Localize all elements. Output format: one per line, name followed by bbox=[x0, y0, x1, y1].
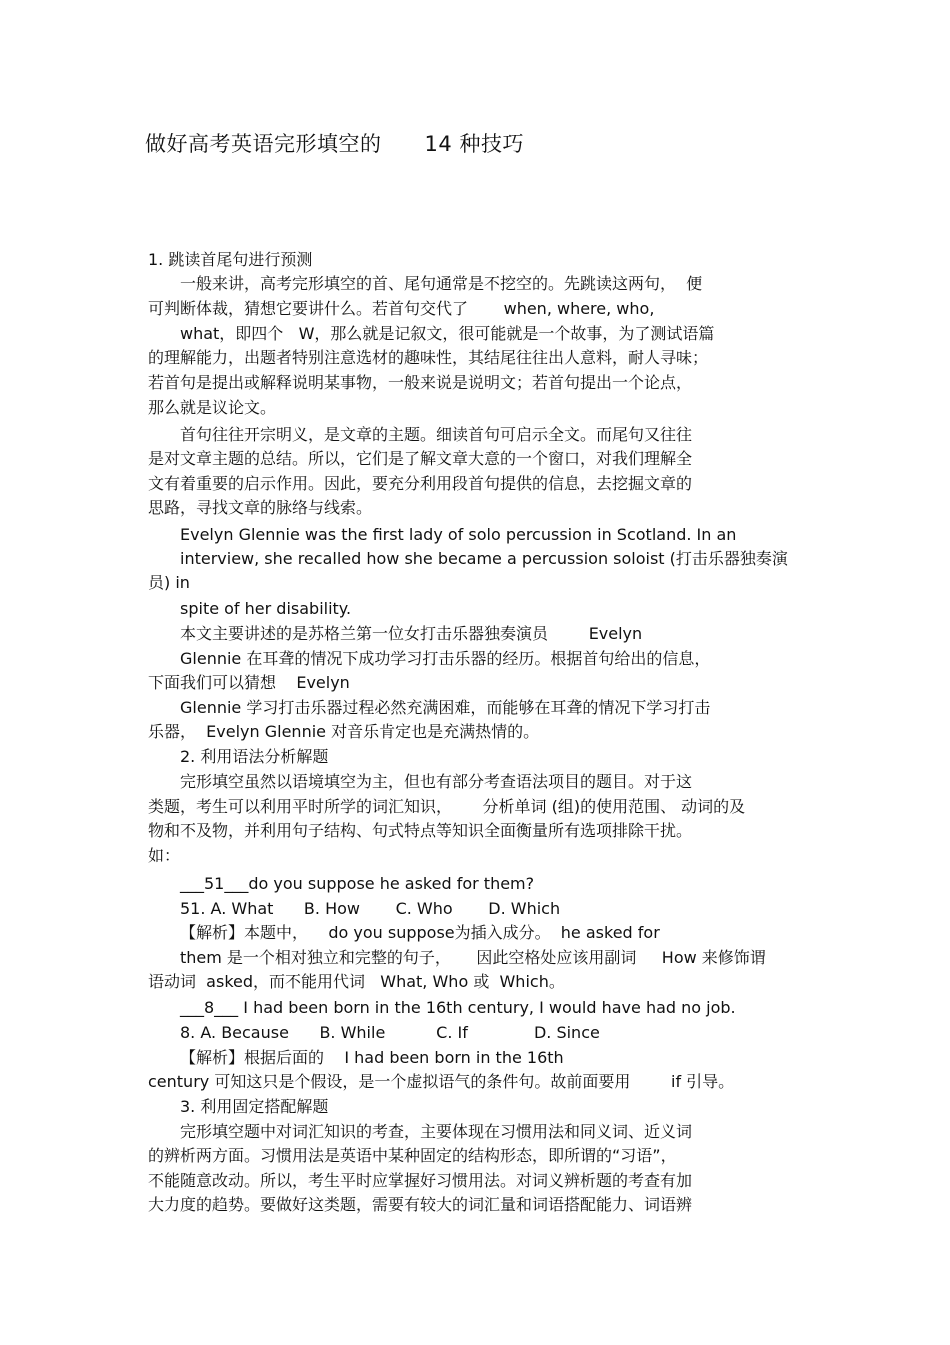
paragraph-line: 物和不及物，并利用句子结构、句式特点等知识全面衡量所有选项排除干扰。 bbox=[148, 821, 693, 840]
section-heading-1: 1. 跳读首尾句进行预测 bbox=[148, 250, 313, 269]
example-line: spite of her disability. bbox=[180, 599, 352, 618]
example-line: 员) in bbox=[148, 573, 190, 592]
section-heading-3: 3. 利用固定搭配解题 bbox=[180, 1097, 329, 1116]
paragraph-line: 那么就是议论文。 bbox=[148, 398, 277, 417]
analysis-line: 【解析】根据后面的 I had been born in the 16th bbox=[180, 1048, 564, 1067]
example-line: Evelyn Glennie was the first lady of solo percussion in Scotland. In an bbox=[180, 525, 737, 544]
paragraph-line: 一般来讲，高考完形填空的首、尾句通常是不挖空的。先跳读这两句， 便 bbox=[180, 274, 703, 293]
paragraph-line: what，即四个 W，那么就是记叙文，很可能就是一个故事，为了测试语篇 bbox=[180, 324, 715, 343]
analysis-line: 语动词 asked，而不能用代词 What, Who 或 Which。 bbox=[148, 972, 565, 991]
analysis-line: century 可知这只是个假设，是一个虚拟语气的条件句。故前面要用 if 引导。 bbox=[148, 1072, 735, 1091]
analysis-line: them 是一个相对独立和完整的句子， 因此空格处应该用副词 How 来修饰谓 bbox=[180, 948, 766, 967]
paragraph-line: 类题，考生可以利用平时所学的词汇知识， 分析单词 (组)的使用范围、 动词的及 bbox=[148, 797, 746, 816]
paragraph-line: Glennie 学习打击乐器过程必然充满困难，而能够在耳聋的情况下学习打击 bbox=[180, 698, 711, 717]
paragraph-line: 的理解能力，出题者特别注意选材的趣味性，其结尾往往出人意料，耐人寻味； bbox=[148, 348, 709, 367]
analysis-line: 【解析】本题中， do you suppose为插入成分。 he asked for bbox=[180, 923, 660, 942]
paragraph-line: 可判断体裁，猜想它要讲什么。若首句交代了 when, where, who, bbox=[148, 299, 655, 318]
section-heading-2: 2. 利用语法分析解题 bbox=[180, 747, 329, 766]
paragraph-line: 思路，寻找文章的脉络与线索。 bbox=[148, 498, 373, 517]
paragraph-line: 如： bbox=[148, 846, 181, 865]
paragraph-line: 不能随意改动。所以，考生平时应掌握好习惯用法。对词义辨析题的考查有加 bbox=[148, 1171, 693, 1190]
paragraph-line: 若首句是提出或解释说明某事物，一般来说是说明文；若首句提出一个论点， bbox=[148, 373, 693, 392]
paragraph-line: 首句往往开宗明义，是文章的主题。细读首句可启示全文。而尾句又往往 bbox=[180, 425, 693, 444]
example-question: ___8___ I had been born in the 16th century, I would have had no job. bbox=[180, 998, 736, 1017]
paragraph-line: 本文主要讲述的是苏格兰第一位女打击乐器独奏演员 Evelyn bbox=[180, 624, 643, 643]
paragraph-line: 完形填空题中对词汇知识的考查，主要体现在习惯用法和同义词、近义词 bbox=[180, 1122, 693, 1141]
paragraph-line: 大力度的趋势。要做好这类题，需要有较大的词汇量和词语搭配能力、词语辨 bbox=[148, 1195, 693, 1214]
paragraph-line: 乐器， Evelyn Glennie 对音乐肯定也是充满热情的。 bbox=[148, 722, 540, 741]
example-question: ___51___do you suppose he asked for them? bbox=[180, 874, 535, 893]
paragraph-line: Glennie 在耳聋的情况下成功学习打击乐器的经历。根据首句给出的信息， bbox=[180, 649, 711, 668]
paragraph-line: 是对文章主题的总结。所以，它们是了解文章大意的一个窗口，对我们理解全 bbox=[148, 449, 693, 468]
example-options: 8. A. Because B. While C. If D. Since bbox=[180, 1023, 600, 1042]
example-options: 51. A. What B. How C. Who D. Which bbox=[180, 899, 561, 918]
paragraph-line: 的辨析两方面。习惯用法是英语中某种固定的结构形态，即所谓的“习语”， bbox=[148, 1146, 677, 1165]
paragraph-line: 文有着重要的启示作用。因此，要充分利用段首句提供的信息，去挖掘文章的 bbox=[148, 474, 693, 493]
example-line: interview, she recalled how she became a percussion soloist (打击乐器独奏演 bbox=[180, 549, 788, 568]
paragraph-line: 完形填空虽然以语境填空为主，但也有部分考查语法项目的题目。对于这 bbox=[180, 772, 693, 791]
document-title: 做好高考英语完形填空的 14 种技巧 bbox=[145, 132, 524, 156]
paragraph-line: 下面我们可以猜想 Evelyn bbox=[148, 673, 350, 692]
